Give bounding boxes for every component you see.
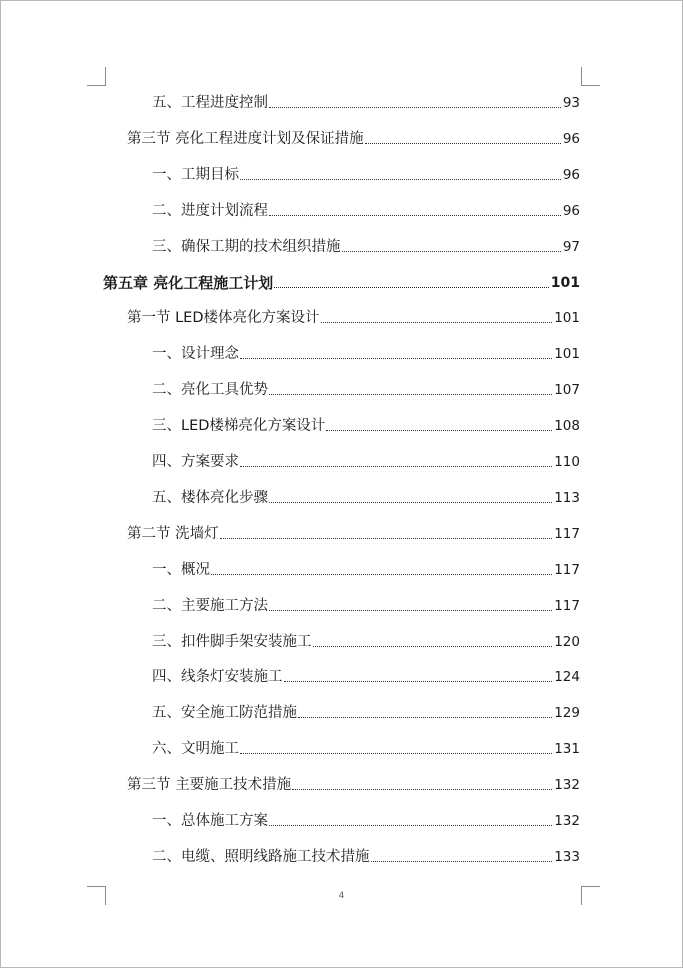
toc-entry-page-number: 101	[554, 310, 580, 327]
toc-subsection-entry[interactable]	[152, 593, 580, 615]
toc-subsection-entry[interactable]	[152, 449, 580, 471]
toc-dot-leader	[269, 502, 552, 503]
toc-dot-leader	[321, 322, 553, 323]
toc-subsection-entry[interactable]	[152, 485, 580, 507]
crop-mark-top-right	[581, 67, 600, 86]
toc-subsection-entry[interactable]	[152, 377, 580, 399]
page-number: 4	[338, 891, 345, 901]
toc-entry-page-number: 117	[554, 597, 580, 614]
toc-dot-leader	[326, 430, 552, 431]
toc-dot-leader	[240, 466, 552, 467]
toc-entry-page-number: 96	[562, 130, 580, 147]
toc-entry-page-number: 117	[554, 561, 580, 578]
toc-dot-leader	[269, 825, 552, 826]
toc-entry-page-number: 96	[562, 202, 580, 219]
toc-subsection-entry[interactable]	[152, 700, 580, 722]
toc-entry-title: 三、确保工期的技术组织措施	[152, 238, 341, 255]
toc-section-entry[interactable]	[127, 126, 580, 148]
toc-entry-title: 五、楼体亮化步骤	[152, 489, 268, 506]
toc-dot-leader	[298, 717, 552, 718]
toc-entry-title: 二、亮化工具优势	[152, 382, 268, 399]
toc-dot-leader	[292, 789, 552, 790]
toc-dot-leader	[269, 215, 561, 216]
toc-entry-page-number: 133	[554, 848, 580, 865]
toc-subsection-entry[interactable]	[152, 90, 580, 112]
toc-entry-page-number: 132	[554, 813, 580, 829]
toc-dot-leader	[240, 179, 561, 180]
toc-subsection-entry[interactable]	[152, 162, 580, 184]
toc-entry-title: 二、进度计划流程	[152, 202, 268, 219]
toc-dot-leader	[274, 287, 549, 288]
toc-entry-page-number: 93	[562, 95, 580, 111]
toc-chapter-entry[interactable]	[103, 270, 580, 292]
toc-entry-page-number: 107	[554, 382, 580, 399]
toc-dot-leader	[342, 251, 561, 252]
toc-entry-title: 第五章 亮化工程施工计划	[103, 273, 274, 292]
crop-mark-top-left	[87, 67, 106, 86]
toc-entry-title: 一、设计理念	[152, 346, 239, 363]
toc-entry-page-number: 129	[554, 705, 580, 722]
toc-entry-page-number: 132	[554, 777, 580, 794]
toc-entry-title: 第一节 LED楼体亮化方案设计	[127, 310, 320, 327]
toc-dot-leader	[240, 358, 552, 359]
toc-entry-page-number: 108	[554, 418, 580, 435]
toc-subsection-entry[interactable]	[152, 629, 580, 651]
toc-entry-title: 六、文明施工	[152, 741, 239, 758]
toc-dot-leader	[365, 143, 561, 144]
toc-entry-title: 第二节 洗墙灯	[127, 525, 219, 542]
toc-entry-title: 第三节 主要施工技术措施	[127, 777, 292, 794]
toc-entry-title: 四、线条灯安装施工	[152, 669, 283, 686]
toc-entry-title: 一、总体施工方案	[152, 813, 268, 829]
toc-subsection-entry[interactable]	[152, 234, 580, 256]
toc-dot-leader	[211, 574, 552, 575]
toc-subsection-entry[interactable]	[152, 736, 580, 758]
toc-subsection-entry[interactable]	[152, 557, 580, 579]
toc-dot-leader	[371, 861, 553, 862]
toc-subsection-entry[interactable]	[152, 808, 580, 830]
toc-dot-leader	[269, 107, 561, 108]
toc-entry-page-number: 96	[562, 166, 580, 183]
toc-entry-title: 五、工程进度控制	[152, 95, 268, 111]
toc-entry-page-number: 124	[554, 669, 580, 686]
toc-entry-page-number: 131	[554, 741, 580, 758]
toc-section-entry[interactable]	[127, 772, 580, 794]
toc-dot-leader	[240, 753, 552, 754]
toc-subsection-entry[interactable]	[152, 664, 580, 686]
toc-entry-title: 第三节 亮化工程进度计划及保证措施	[127, 130, 364, 147]
toc-entry-page-number: 110	[554, 454, 580, 470]
toc-entry-title: 二、主要施工方法	[152, 597, 268, 614]
toc-entry-title: 三、扣件脚手架安装施工	[152, 633, 312, 650]
toc-dot-leader	[284, 681, 553, 682]
toc-subsection-entry[interactable]	[152, 844, 580, 866]
toc-entry-title: 二、电缆、照明线路施工技术措施	[152, 848, 370, 865]
toc-entry-title: 一、工期目标	[152, 166, 239, 183]
toc-dot-leader	[269, 394, 552, 395]
toc-entry-title: 一、概况	[152, 561, 210, 578]
toc-dot-leader	[313, 646, 553, 647]
toc-entry-page-number: 120	[554, 633, 580, 650]
toc-section-entry[interactable]	[127, 305, 580, 327]
toc-dot-leader	[269, 610, 552, 611]
toc-dot-leader	[220, 538, 553, 539]
toc-entry-page-number: 101	[550, 274, 580, 291]
toc-subsection-entry[interactable]	[152, 198, 580, 220]
toc-subsection-entry[interactable]	[152, 413, 580, 435]
toc-entry-title: 五、安全施工防范措施	[152, 705, 297, 722]
toc-section-entry[interactable]	[127, 521, 580, 543]
toc-entry-page-number: 117	[554, 525, 580, 542]
toc-entry-title: 四、方案要求	[152, 454, 239, 470]
toc-entry-page-number: 101	[554, 346, 580, 363]
toc-entry-page-number: 97	[562, 238, 580, 255]
toc-entry-page-number: 113	[554, 489, 580, 506]
toc-entry-title: 三、LED楼梯亮化方案设计	[152, 418, 326, 435]
toc-subsection-entry[interactable]	[152, 341, 580, 363]
